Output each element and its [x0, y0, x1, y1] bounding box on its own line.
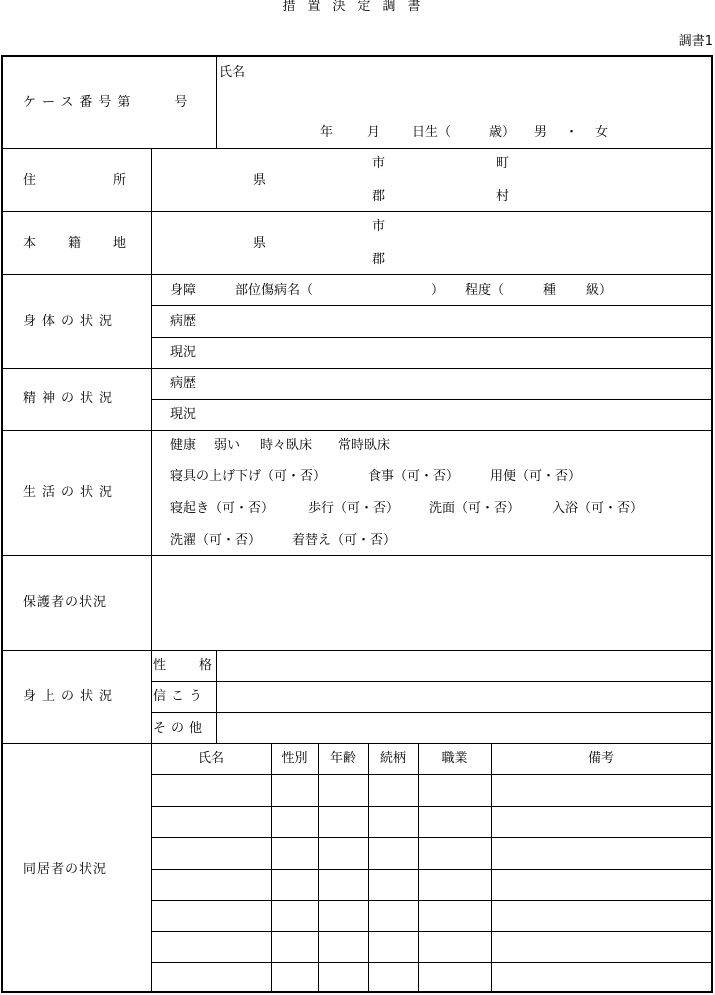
adl-item: 用便（可・否） — [490, 469, 582, 484]
divider — [151, 806, 711, 807]
divider — [151, 837, 711, 838]
divider — [3, 274, 711, 275]
divider — [151, 337, 711, 338]
address-village: 村 — [496, 189, 510, 204]
adl-item: 洗面（可・否） — [429, 501, 521, 516]
address-prefecture: 県 — [253, 173, 267, 188]
birth-month-label: 月 — [367, 125, 381, 140]
document-number: 調書1 — [678, 34, 713, 49]
address-town: 町 — [496, 156, 510, 171]
domicile-city: 市 — [372, 219, 386, 234]
separator-dot: ・ — [565, 125, 579, 140]
name-label: 氏名 — [219, 65, 246, 80]
adl-item: 寝具の上げ下げ（可・否） — [170, 469, 327, 484]
domicile-label-c: 地 — [113, 236, 127, 251]
adl-item: 入浴（可・否） — [552, 501, 644, 516]
column-header-remarks: 備考 — [587, 751, 614, 766]
mental-current-label: 現況 — [170, 407, 197, 422]
divider — [3, 430, 711, 431]
adl-item: 洗濯（可・否） — [170, 533, 262, 548]
divider — [216, 650, 217, 743]
address-city: 市 — [372, 156, 386, 171]
column-header-age: 年齢 — [329, 751, 356, 766]
other-label: その他 — [153, 721, 208, 736]
domicile-county: 郡 — [372, 252, 386, 267]
address-label-b: 所 — [113, 173, 127, 188]
health-option: 時々臥床 — [260, 438, 313, 453]
domicile-label-b: 籍 — [68, 236, 82, 251]
adl-item: 歩行（可・否） — [308, 501, 400, 516]
divider — [3, 650, 711, 651]
living-status-label: 生活の状況 — [23, 485, 119, 500]
grade-label: 級） — [586, 283, 613, 298]
health-option: 常時臥床 — [338, 438, 391, 453]
divider — [3, 211, 711, 212]
injury-name-label: 部位傷病名（ — [235, 283, 314, 298]
male-option: 男 — [534, 125, 548, 140]
character-label-b: 格 — [199, 658, 213, 673]
divider — [151, 900, 711, 901]
column-header-name: 氏名 — [197, 751, 224, 766]
column-header-relation: 続柄 — [379, 751, 406, 766]
divider — [151, 148, 152, 991]
divider — [151, 305, 711, 306]
degree-label: 程度（ — [465, 283, 505, 298]
divider — [3, 148, 711, 149]
guardian-status-label: 保護者の状況 — [23, 595, 108, 610]
divider — [151, 869, 711, 870]
physical-status-label: 身体の状況 — [23, 314, 119, 329]
adl-item: 着替え（可・否） — [292, 533, 397, 548]
divider — [151, 399, 711, 400]
kind-label: 種 — [543, 283, 557, 298]
disability-label: 身障 — [170, 283, 197, 298]
adl-item: 寝起き（可・否） — [170, 501, 275, 516]
female-option: 女 — [595, 125, 609, 140]
divider — [271, 743, 272, 991]
column-header-sex: 性別 — [281, 751, 308, 766]
character-label-a: 性 — [153, 658, 167, 673]
divider — [151, 681, 711, 682]
health-option: 健康 — [170, 438, 197, 453]
physical-current-label: 現況 — [170, 345, 197, 360]
divider — [216, 57, 217, 148]
age-label: 歳） — [489, 125, 516, 140]
personal-status-label: 身上の状況 — [23, 689, 119, 704]
divider — [151, 774, 711, 775]
birth-year-label: 年 — [320, 125, 334, 140]
divider — [3, 368, 711, 369]
divider — [151, 931, 711, 932]
divider — [491, 743, 492, 991]
mental-status-label: 精神の状況 — [23, 391, 119, 406]
physical-history-label: 病歴 — [170, 314, 197, 329]
birth-day-label: 日生（ — [412, 125, 452, 140]
divider — [3, 743, 711, 744]
health-option: 弱い — [214, 438, 241, 453]
faith-label: 信こう — [153, 689, 208, 704]
divider — [318, 743, 319, 991]
divider — [151, 712, 711, 713]
domicile-prefecture: 県 — [253, 236, 267, 251]
divider — [151, 962, 711, 963]
mental-history-label: 病歴 — [170, 376, 197, 391]
divider — [368, 743, 369, 991]
column-header-occupation: 職業 — [441, 751, 468, 766]
address-county: 郡 — [372, 189, 386, 204]
cohabitants-status-label: 同居者の状況 — [23, 862, 108, 877]
injury-close-paren: ） — [431, 283, 445, 298]
domicile-label-a: 本 — [23, 236, 37, 251]
decision-form — [1, 55, 713, 993]
divider — [418, 743, 419, 991]
document-title: 措置決定調書 — [282, 0, 433, 14]
address-label-a: 住 — [23, 173, 37, 188]
adl-item: 食事（可・否） — [368, 469, 460, 484]
divider — [3, 555, 711, 556]
case-number-label: ケース番号第 号 — [23, 95, 194, 110]
